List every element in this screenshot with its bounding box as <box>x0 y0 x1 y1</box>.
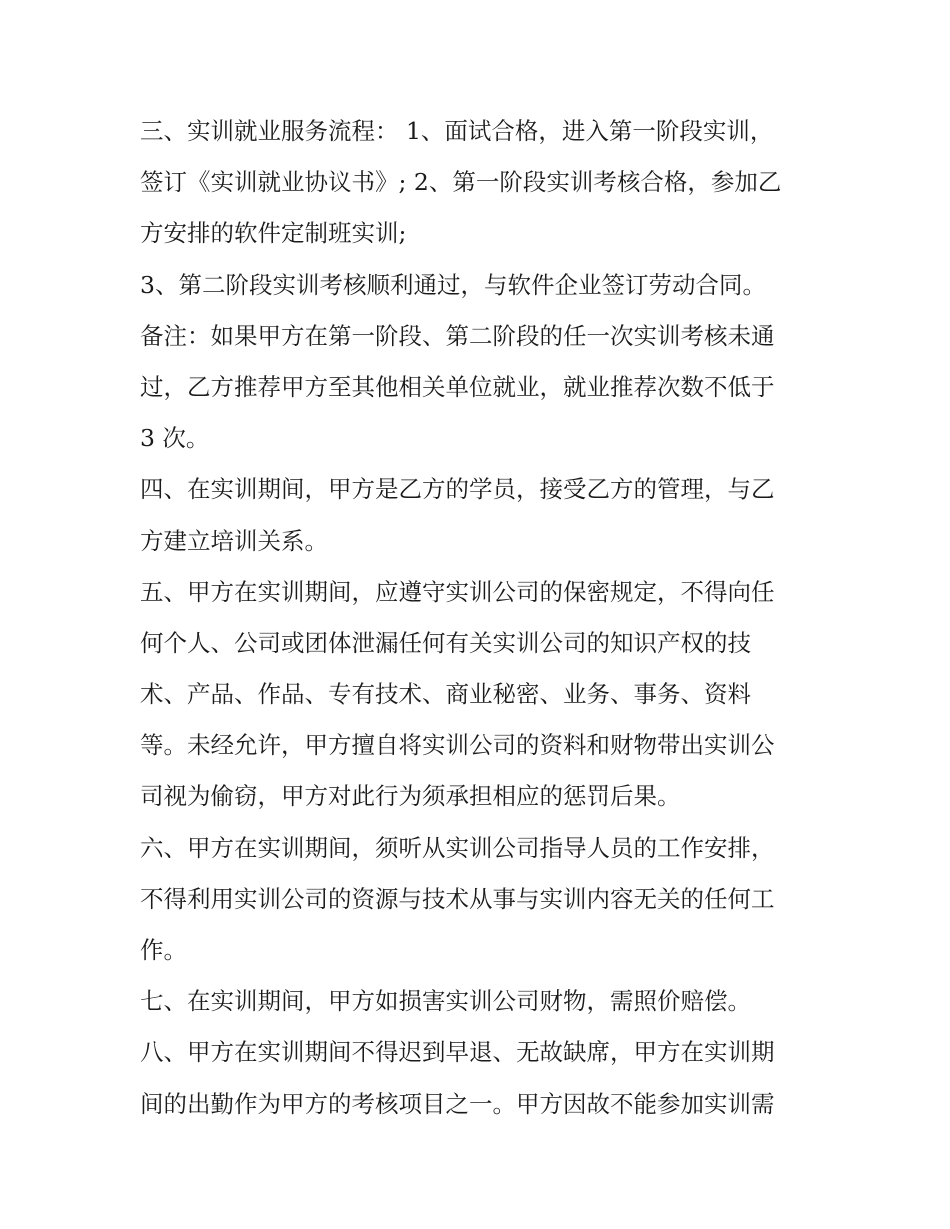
text-line: 备注：如果甲方在第一阶段、第二阶段的任一次实训考核未通 <box>140 321 775 350</box>
text-line: 作。 <box>140 936 187 964</box>
text-line: 七、在实训期间，甲方如损害实训公司财物，需照价赔偿。 <box>140 987 751 1016</box>
document-body <box>140 106 840 1130</box>
text-line: 五、甲方在实训期间，应遵守实训公司的保密规定，不得向任 <box>140 577 775 606</box>
text-line: 术、产品、作品、专有技术、商业秘密、业务、事务、资料 <box>140 680 751 709</box>
text-line: 过，乙方推荐甲方至其他相关单位就业，就业推荐次数不低于 <box>140 372 775 401</box>
text-line: 签订《实训就业协议书》; 2、第一阶段实训考核合格，参加乙 <box>140 168 782 197</box>
text-line: 六、甲方在实训期间，须听从实训公司指导人员的工作安排， <box>140 833 775 862</box>
text-line: 等。未经允许，甲方擅自将实训公司的资料和财物带出实训公 <box>140 731 775 760</box>
text-line: 间的出勤作为甲方的考核项目之一。甲方因故不能参加实训需 <box>140 1089 775 1118</box>
text-line: 四、在实训期间，甲方是乙方的学员，接受乙方的管理，与乙 <box>140 475 775 504</box>
text-line: 3 次。 <box>140 424 210 453</box>
text-line: 何个人、公司或团体泄漏任何有关实训公司的知识产权的技 <box>140 628 751 657</box>
text-line: 方建立培训关系。 <box>140 526 328 555</box>
text-line: 三、实训就业服务流程： 1、面试合格，进入第一阶段实训， <box>140 117 774 145</box>
text-line: 3、第二阶段实训考核顺利通过，与软件企业签订劳动合同。 <box>140 270 766 299</box>
text-line: 司视为偷窃，甲方对此行为须承担相应的惩罚后果。 <box>140 782 681 811</box>
text-line: 方安排的软件定制班实训; <box>140 219 407 248</box>
text-line: 不得利用实训公司的资源与技术从事与实训内容无关的任何工 <box>140 884 775 913</box>
text-line: 八、甲方在实训期间不得迟到早退、无故缺席，甲方在实训期 <box>140 1038 775 1067</box>
